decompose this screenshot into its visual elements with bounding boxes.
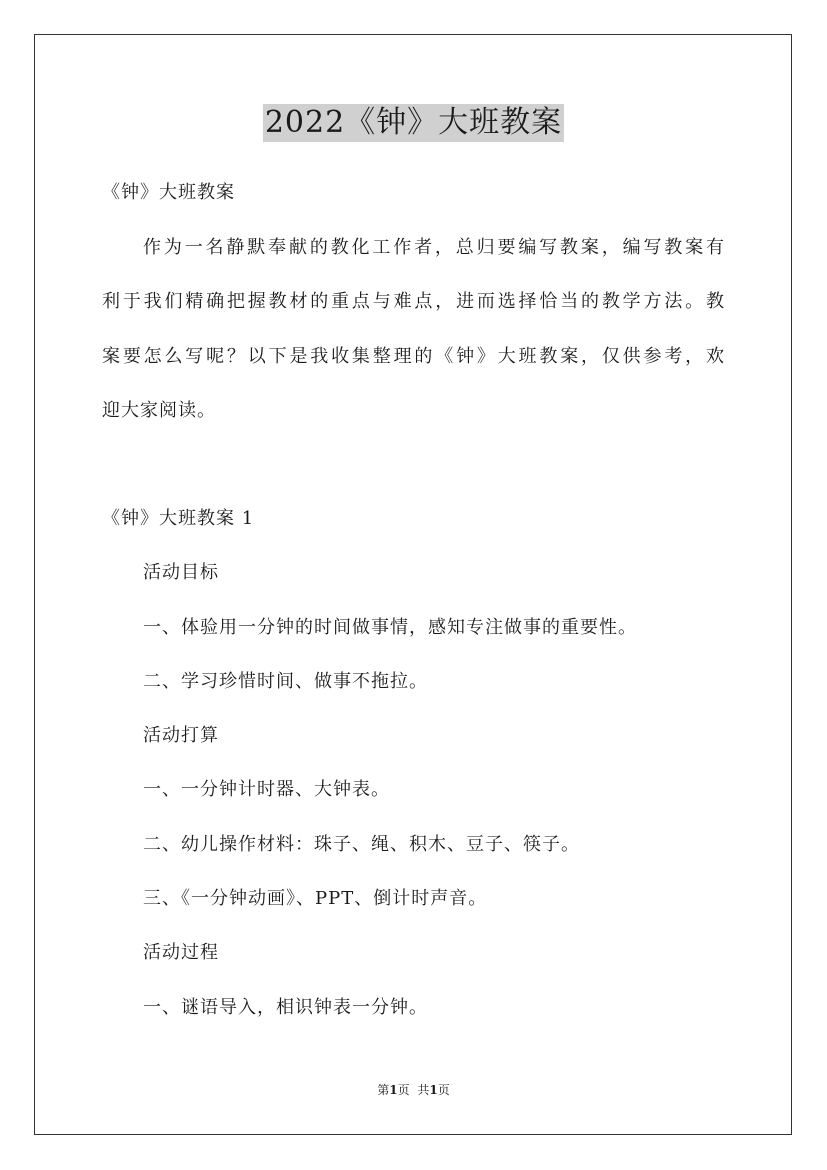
footer-page-suffix: 页 [397, 1083, 410, 1097]
paragraph-goal-1: 一、体验用一分钟的时间做事情，感知专注做事的重要性。 [143, 617, 637, 638]
document-subtitle: 《钟》大班教案 [102, 182, 235, 203]
paragraph-activity-process: 活动过程 [143, 942, 219, 963]
footer-total-prefix: 共 [417, 1083, 430, 1097]
title-container [0, 104, 827, 142]
intro-line-3: 案要怎么写呢？以下是我收集整理的《钟》大班教案，仅供参考，欢 [102, 346, 724, 367]
paragraph-activity-prep: 活动打算 [143, 725, 219, 746]
footer-page-prefix: 第 [377, 1083, 390, 1097]
footer-page-number: 1 [389, 1083, 398, 1097]
footer-total-suffix: 页 [437, 1083, 450, 1097]
section-heading: 《钟》大班教案 1 [102, 508, 255, 529]
page-footer [0, 1082, 827, 1098]
paragraph-activity-goals: 活动目标 [143, 562, 219, 583]
intro-line-4: 迎大家阅读。 [102, 400, 216, 421]
paragraph-prep-1: 一、一分钟计时器、大钟表。 [143, 779, 390, 800]
intro-line-2: 利于我们精确把握教材的重点与难点，进而选择恰当的教学方法。教 [102, 291, 724, 312]
paragraph-prep-3: 三、《一分钟动画》、PPT、倒计时声音。 [143, 888, 488, 909]
footer-total-pages: 1 [429, 1083, 438, 1097]
paragraph-prep-2: 二、幼儿操作材料：珠子、绳、积木、豆子、筷子。 [143, 834, 580, 855]
document-title: 2022《钟》大班教案 [264, 105, 563, 140]
intro-line-1: 作为一名静默奉献的教化工作者，总归要编写教案，编写教案有 [143, 237, 724, 258]
paragraph-process-1: 一、谜语导入，相识钟表一分钟。 [143, 997, 428, 1018]
paragraph-goal-2: 二、学习珍惜时间、做事不拖拉。 [143, 671, 428, 692]
